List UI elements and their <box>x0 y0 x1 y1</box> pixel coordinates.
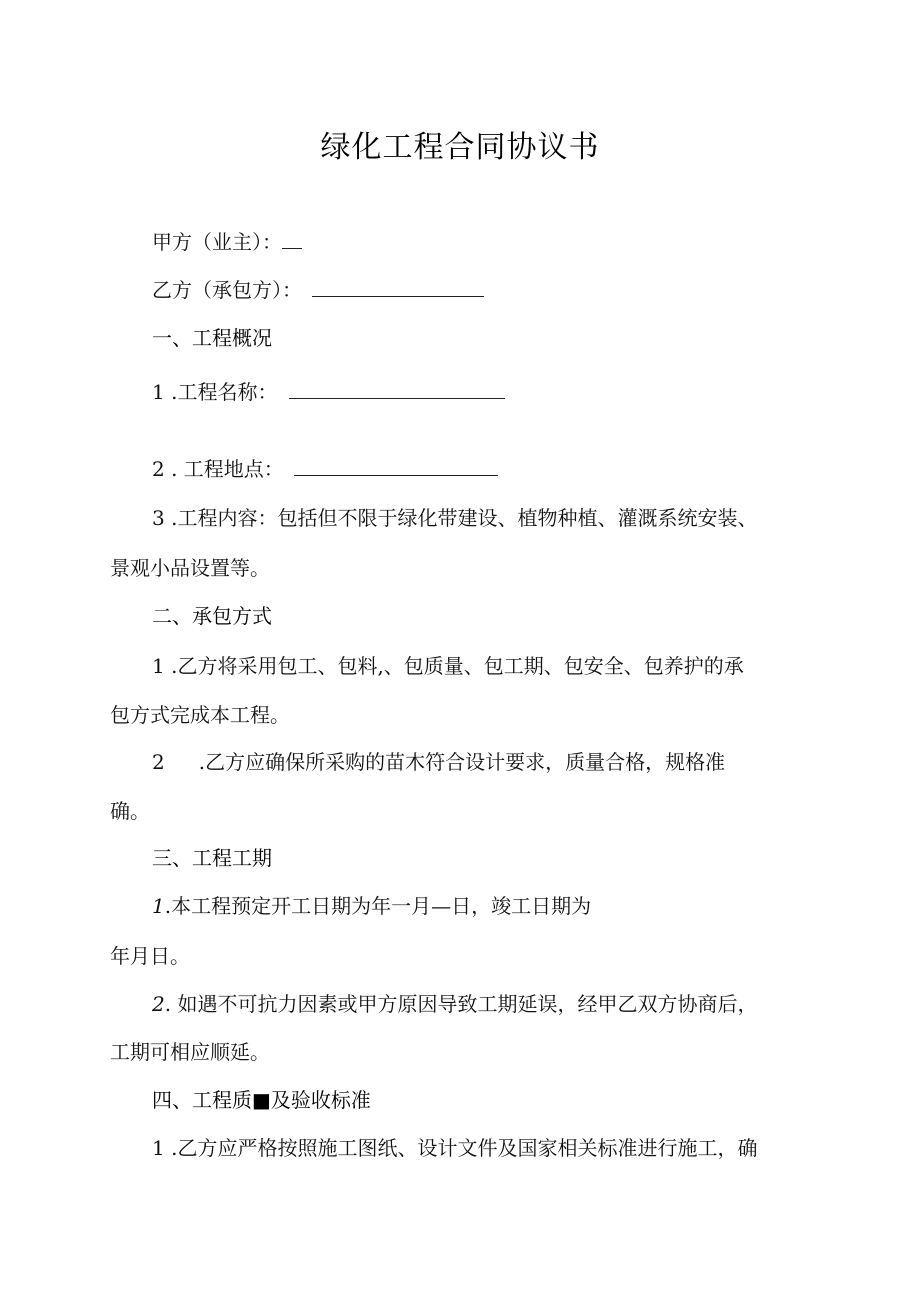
project-location-blank <box>294 459 498 476</box>
project-name-label: 1 .工程名称： <box>152 380 278 404</box>
seedling-quality-line1 <box>152 746 725 775</box>
party-b-line <box>152 274 484 303</box>
seedling-quality-text: .乙方应确保所采购的苗木符合设计要求，质量合格，规格准 <box>198 750 726 774</box>
project-location-line <box>152 453 498 482</box>
contract-method-line2: 包方式完成本工程。 <box>110 703 290 727</box>
project-name-line <box>152 376 505 405</box>
schedule-line2: 年月日。 <box>110 944 190 968</box>
party-b-blank <box>312 280 484 297</box>
delay-text: . 如遇不可抗力因素或甲方原因导致工期延误，经甲乙双方协商后， <box>164 992 758 1016</box>
project-location-label: 2 . 工程地点： <box>152 457 284 481</box>
document-title: 绿化工程合同协议书 <box>320 130 600 165</box>
project-content-line2: 景观小品设置等。 <box>110 556 270 580</box>
party-b-label: 乙方（承包方）： <box>152 278 302 302</box>
party-a-blank <box>282 232 302 249</box>
party-a-line <box>152 226 302 255</box>
contract-method-line1: 1 .乙方将采用包工、包料,、包质量、包工期、包安全、包养护的承 <box>152 654 744 678</box>
quality-standard-line1: 1 .乙方应严格按照施工图纸、设计文件及国家相关标准进行施工，确 <box>152 1136 758 1160</box>
schedule-line1 <box>152 890 591 919</box>
project-name-blank <box>289 382 505 399</box>
schedule-number: 1 <box>152 894 165 918</box>
project-content-line1: 3 .工程内容：包括但不限于绿化带建设、植物种植、灌溉系统安装、 <box>152 506 758 530</box>
party-a-label: 甲方（业主）： <box>152 230 282 254</box>
seedling-quality-line2: 确。 <box>110 799 150 823</box>
delay-line2: 工期可相应顺延。 <box>110 1040 270 1064</box>
schedule-text: .本工程预定开工日期为年一月—日，竣工日期为 <box>164 894 592 918</box>
section4-heading: 四、工程质■及验收标准 <box>152 1088 371 1112</box>
seedling-quality-number: 2 <box>152 750 165 774</box>
delay-number: 2 <box>152 992 165 1016</box>
section1-heading: 一、工程概况 <box>152 326 272 350</box>
delay-line1 <box>152 988 757 1017</box>
section3-heading: 三、工程工期 <box>152 846 272 870</box>
section2-heading: 二、承包方式 <box>152 604 272 628</box>
